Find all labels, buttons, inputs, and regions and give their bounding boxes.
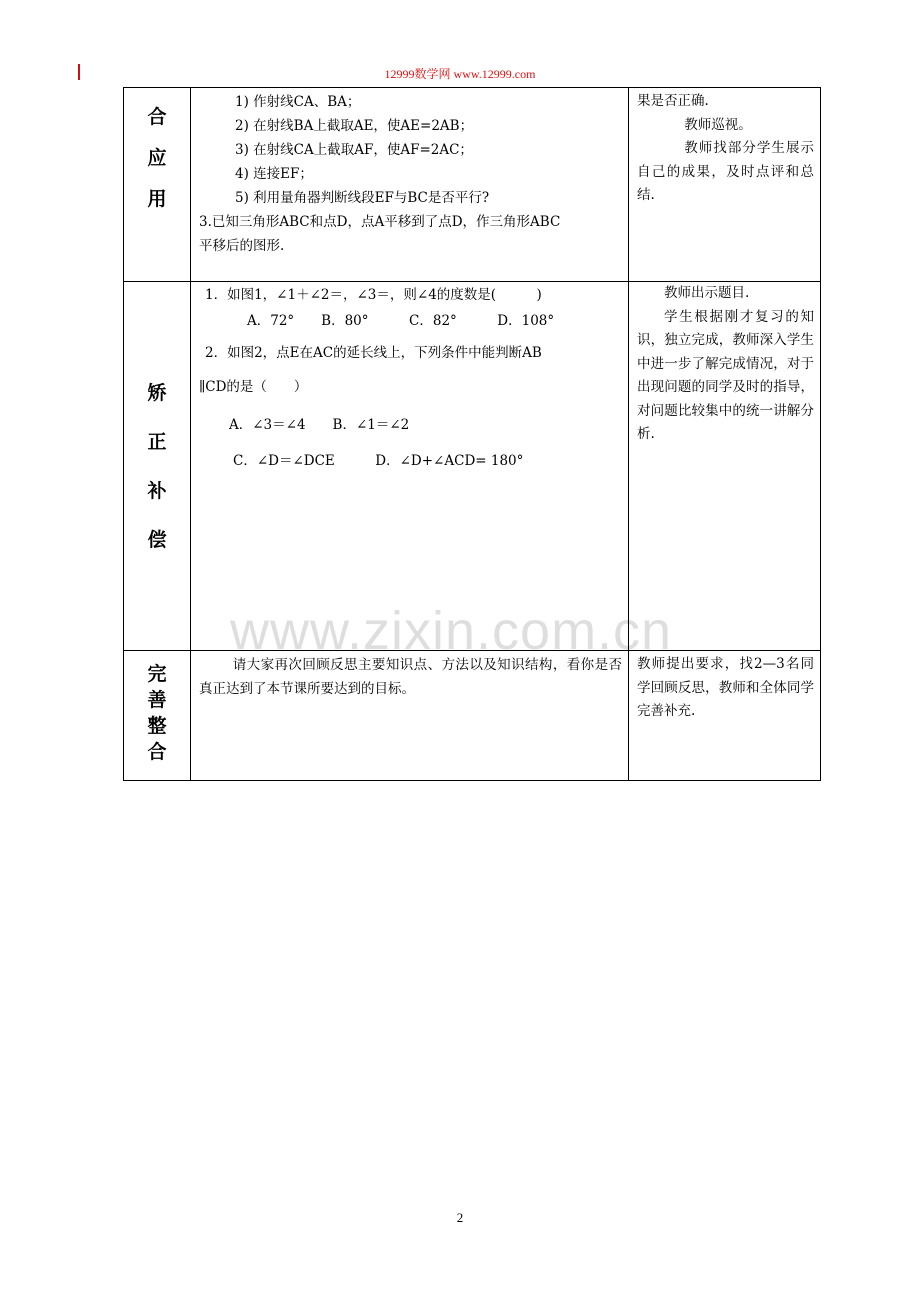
header-site-link-text: 12999数学网 www.12999.com	[384, 67, 536, 81]
content-line: 2) 在射线BA上截取AE，使AE=2AB；	[235, 118, 474, 134]
content-correction	[191, 282, 628, 474]
watermark: www.zixin.com.cn	[230, 601, 673, 661]
content-line: 平移后的图形.	[199, 238, 285, 254]
stage-char: 应	[147, 147, 167, 169]
content-line: A．72° B．80° C．82° D．108°	[247, 313, 555, 329]
content-line: 请大家再次回顾反思主要知识点、方法以及知识结构，看你是否真正达到了本节课所要达到的目标。	[199, 657, 622, 697]
lesson-plan-table	[123, 87, 821, 781]
content-line: 2．如图2，点E在AC的延长线上，下列条件中能判断AB	[205, 345, 542, 361]
table-row-correction	[124, 282, 821, 651]
stage-char: 补	[147, 480, 167, 502]
stage-label-correction	[124, 282, 190, 552]
teacher-cell-integration	[629, 651, 821, 781]
stage-label-integration	[124, 651, 190, 765]
table-row-integration	[124, 651, 821, 781]
content-integration	[191, 651, 628, 701]
stage-char: 偿	[147, 529, 167, 551]
stage-char: 合	[147, 106, 167, 128]
stage-cell-integration	[124, 651, 191, 781]
content-cell-apply	[191, 88, 629, 282]
teacher-line: 教师提出要求，找2—3名同学回顾反思，教师和全体同学完善补充.	[637, 656, 814, 719]
stage-char: 用	[147, 188, 167, 210]
stage-label-apply	[124, 88, 190, 211]
teacher-integration	[629, 651, 820, 724]
stage-cell-correction	[124, 282, 191, 651]
stage-char: 矫	[147, 382, 167, 404]
header-site-link[interactable]	[0, 65, 920, 82]
teacher-line: 果是否正确.	[637, 93, 709, 109]
content-line: 4) 连接EF；	[235, 166, 313, 182]
page-number: 2	[456, 1210, 464, 1225]
content-line: 1) 作射线CA、BA；	[235, 94, 361, 110]
teacher-cell-apply	[629, 88, 821, 282]
teacher-line: 教师出示题目.	[664, 285, 750, 301]
teacher-correction	[629, 282, 820, 447]
stage-char: 整	[147, 715, 167, 737]
content-line: A．∠3＝∠4 B．∠1＝∠2	[229, 417, 410, 433]
teacher-apply	[629, 88, 820, 208]
content-line: 3.已知三角形ABC和点D，点A平移到了点D，作三角形ABC	[199, 214, 561, 230]
teacher-cell-correction	[629, 282, 821, 651]
teacher-line: 教师巡视。	[684, 116, 752, 133]
content-line: 3) 在射线CA上截取AF，使AF=2AC；	[235, 142, 473, 158]
content-line: ∥CD的是（ ）	[199, 379, 308, 395]
content-apply	[191, 88, 628, 258]
teacher-line: 学生根据刚才复习的知识，独立完成，教师深入学生中进一步了解完成情况，对于出现问题的同学及时的指导，对问题比较集中的统一讲解分析.	[637, 308, 814, 442]
stage-char: 善	[147, 689, 167, 711]
teacher-line: 教师找部分学生展示自己的成果，及时点评和总结.	[637, 140, 814, 203]
content-line: 5) 利用量角器判断线段EF与BC是否平行?	[235, 190, 490, 206]
stage-char: 完	[147, 663, 167, 685]
content-line: 1．如图1，∠1＋∠2＝，∠3＝，则∠4的度数是( )	[205, 287, 542, 303]
content-line: C．∠D＝∠DCE D．∠D+∠ACD= 180°	[233, 453, 524, 469]
stage-cell-apply	[124, 88, 191, 282]
stage-char: 合	[147, 741, 167, 763]
content-cell-correction	[191, 282, 629, 651]
table-row-apply	[124, 88, 821, 282]
stage-char: 正	[147, 431, 167, 453]
content-cell-integration	[191, 651, 629, 781]
